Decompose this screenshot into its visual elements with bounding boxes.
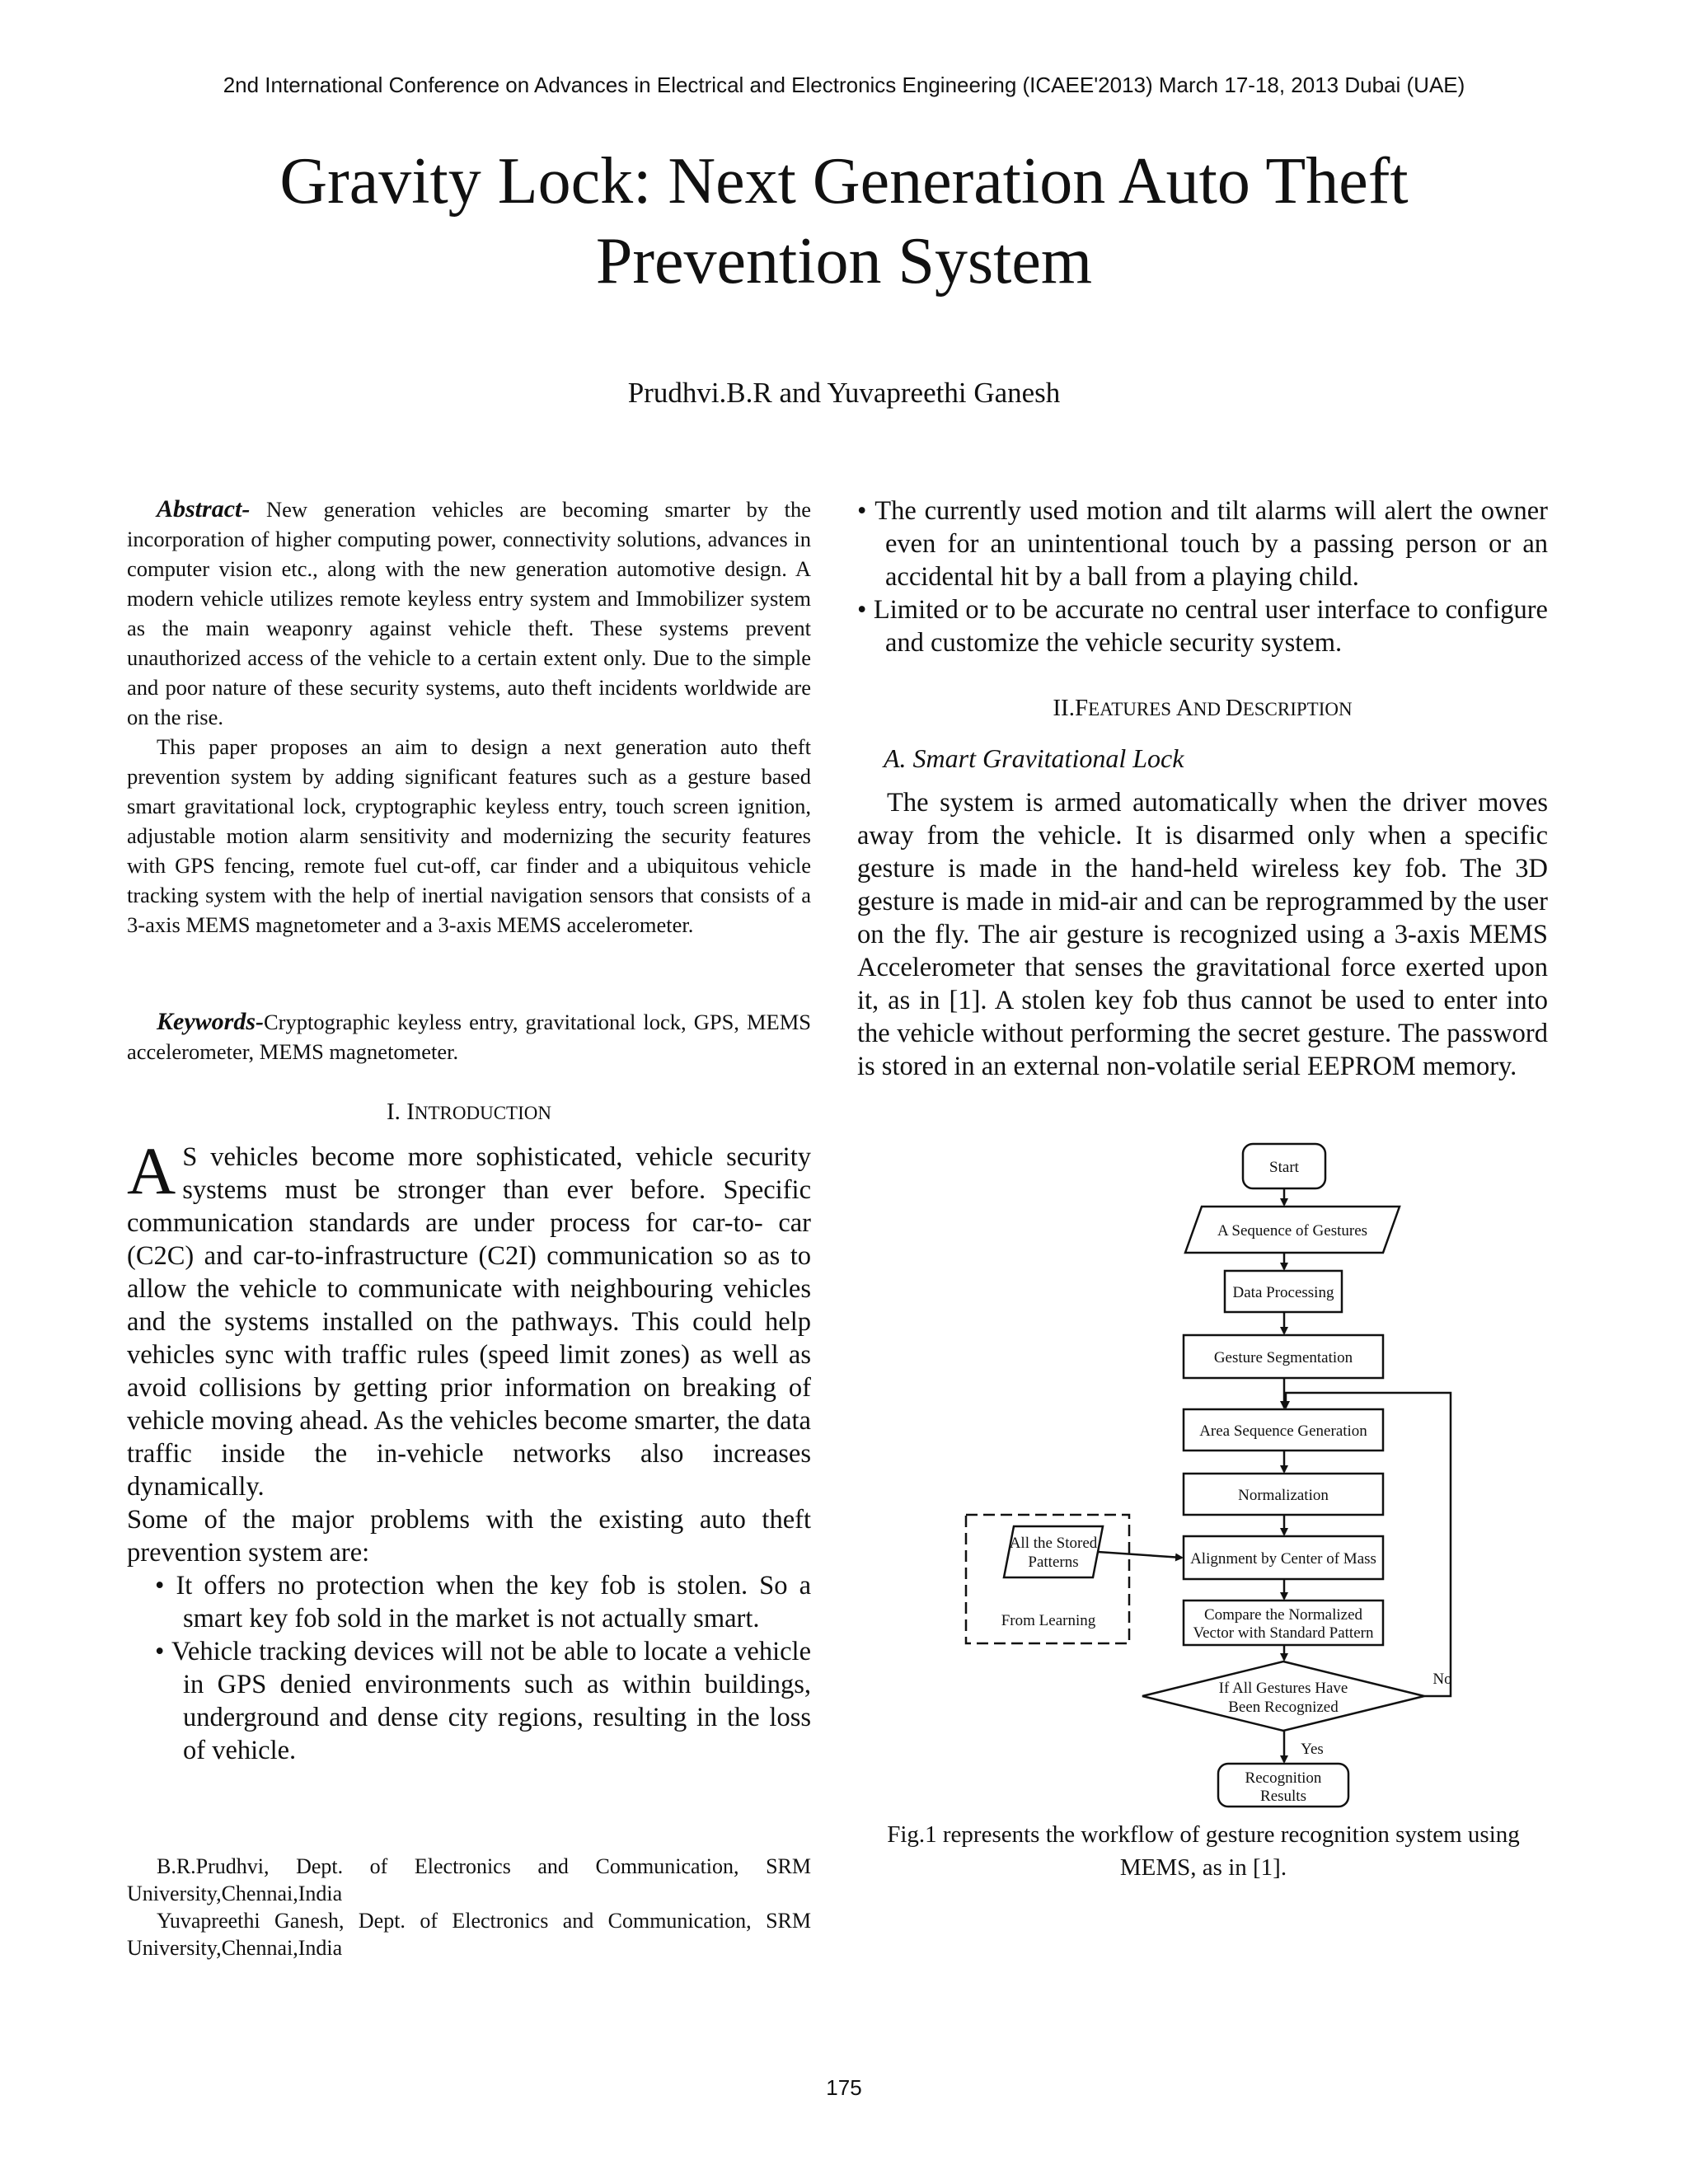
section-2-heading [857,695,1548,722]
bullet-icon: • [155,1571,176,1601]
figure-caption: Fig.1 represents the workflow of gesture recognition system using MEMS, as in [1]. [887,1821,1520,1881]
section-1-number: I. [387,1099,407,1125]
footnote-1: B.R.Prudhvi, Dept. of Electronics and Communication, SRM University,Chennai,India [127,1854,811,1905]
keywords-block [127,1007,811,1066]
author-list: Prudhvi.B.R and Yuvapreethi Ganesh [627,377,1061,409]
section-a-body [857,786,1548,1083]
section-2-letter: D [1225,695,1243,721]
stored-label-2: Patterns [1028,1554,1079,1571]
decision-label-2: Been Recognized [1228,1699,1339,1716]
decision-label-1: If All Gestures Have [1218,1680,1348,1697]
segmentation-label: Gesture Segmentation [1213,1349,1353,1366]
yes-label: Yes [1301,1741,1324,1758]
from-learning-label: From Learning [1001,1612,1096,1629]
footnote-2: Yuvapreethi Ganesh, Dept. of Electronics and Communication, SRM University,Chennai,India [127,1909,811,1960]
normalization-label: Normalization [1238,1487,1329,1504]
abstract-block [127,494,811,940]
stored-label-1: All the Stored [1009,1535,1098,1552]
stored-to-alignment-arrow [1098,1552,1182,1558]
title-line-1: Gravity Lock: Next Generation Auto Theft [279,145,1409,218]
intro-bullet-list [127,1569,811,1767]
intro-bullet-2-text: Vehicle tracking devices will not be able to locate a vehicle in GPS denied environments such as within buildings, underground and dense city regions, resulting in the loss of vehicle. [171,1637,811,1765]
abstract-label: Abstract- [157,495,251,523]
keywords-paragraph [127,1007,811,1066]
gesture-recognition-flowchart [956,1129,1484,1813]
compare-label-1: Compare the Normalized [1203,1606,1363,1624]
area-sequence-label: Area Sequence Generation [1199,1422,1367,1440]
subsection-a-heading: A. Smart Gravitational Lock [884,743,1184,773]
abstract-text: New generation vehicles are becoming smarter by the incorporation of higher computing power, connectivity solutions, advances in computer vision etc., along with the new generation automotive design. A modern vehicle utilizes remote keyless entry system and Immobilizer system as the main weaponry against vehicle theft. These systems prevent unauthorized access of the vehicle to a certain extent only. Due to the simple and poor nature of these security systems, auto theft incidents worldwide are on the rise. [127,497,811,729]
start-label: Start [1269,1159,1299,1176]
section-2-smallcaps: EATURES [1088,699,1176,719]
right-bullet-1-text: The currently used motion and tilt alarms will alert the owner even for an unintentional touch by a passing person or an accidental hit by a ball from a playing child. [874,496,1548,592]
results-label-2: Results [1260,1788,1306,1805]
drop-cap: A [127,1133,176,1208]
section-2-number: II. [1053,695,1075,721]
compare-label-2: Vector with Standard Pattern [1193,1624,1374,1642]
abstract-paragraph [127,494,811,732]
author-footnotes [127,1853,811,1961]
intro-bullet-1 [155,1569,811,1635]
section-2-letter: F [1074,695,1089,721]
data-processing-label: Data Processing [1232,1284,1334,1301]
title-line-2: Prevention System [595,225,1093,298]
abstract-paragraph-2: This paper proposes an aim to design a next generation auto theft prevention system by adding significant features such as a gesture based smart gravitational lock, cryptographic keyless entry, touch screen ignition, adjustable motion alarm sensitivity and modernizing the security features with GPS fencing, remote fuel cut-off, car finder and a ubiquitous vehicle tracking system with the help of inertial navigation sensors that consists of a 3-axis MEMS magnetometer and a 3-axis MEMS accelerometer. [127,734,811,937]
intro-bullet-1-text: It offers no protection when the key fob is stolen. So a smart key fob sold in the market is not actually smart. [176,1571,811,1633]
page-number: 175 [826,2075,862,2100]
right-bullet-2 [857,593,1548,659]
bullet-icon: • [155,1637,172,1666]
intro-paragraph-1-text: S vehicles become more sophisticated, vehicle security systems must be stronger than ever before. Specific communication standards are under process for car-to- car (C2C) and car-to-infrastructure (C2I) communication so as to allow the vehicle to communicate with neighbouring vehicles and the systems installed on the pathways. This could help vehicles sync with traffic rules (speed limit zones) as well as avoid collisions by getting prior information on breaking of vehicle moving ahead. As the vehicles become smarter, the data traffic inside the in-vehicle networks also increases dynamically. [127,1142,811,1502]
intro-paragraph-1 [127,1133,811,1503]
section-a-paragraph: The system is armed automatically when the driver moves away from the vehicle. It is disarmed only when a specific gesture is made in the hand-held wireless key fob. The 3D gesture is made in mid-air and can be reprogrammed by the user on the fly. The air gesture is recognized using a 3-axis MEMS Accelerometer that senses the gravitational force exerted upon it, as in [1]. A stolen key fob thus cannot be used to enter into the vehicle without performing the secret gesture. The password is stored in an external non-volatile serial EEPROM memory. [857,788,1548,1081]
introduction-body [127,1133,811,1767]
intro-bullet-2 [155,1635,811,1767]
bullet-icon: • [857,496,875,526]
right-bullet-2-text: Limited or to be accurate no central user interface to configure and customize the vehicle security system. [873,595,1548,658]
section-1-heading [127,1099,811,1126]
section-2-smallcaps: ESCRIPTION [1242,699,1353,719]
paper-title [0,142,1688,302]
alignment-label: Alignment by Center of Mass [1190,1550,1376,1568]
conference-header: 2nd International Conference on Advances in Electrical and Electronics Engineering (ICAEE'2013) March 17-18, 2013 Dubai (UAE) [223,73,1465,97]
intro-paragraph-2: Some of the major problems with the existing auto theft prevention system are: [127,1505,811,1568]
results-label-1: Recognition [1245,1769,1322,1787]
right-bullet-1 [857,494,1548,593]
bullet-icon: • [857,595,874,625]
keywords-text: Cryptographic keyless entry, gravitational lock, GPS, MEMS accelerometer, MEMS magnetometer. [127,1010,811,1064]
no-label: No [1432,1671,1452,1688]
section-1-first-letter: I [406,1099,415,1125]
section-2-smallcaps: ND [1193,699,1226,719]
keywords-label: Keywords- [157,1008,264,1035]
section-2-letter: A [1175,695,1193,721]
right-bullet-list [857,494,1548,659]
sequence-label: A Sequence of Gestures [1217,1222,1368,1240]
section-1-rest: NTRODUCTION [414,1103,551,1123]
